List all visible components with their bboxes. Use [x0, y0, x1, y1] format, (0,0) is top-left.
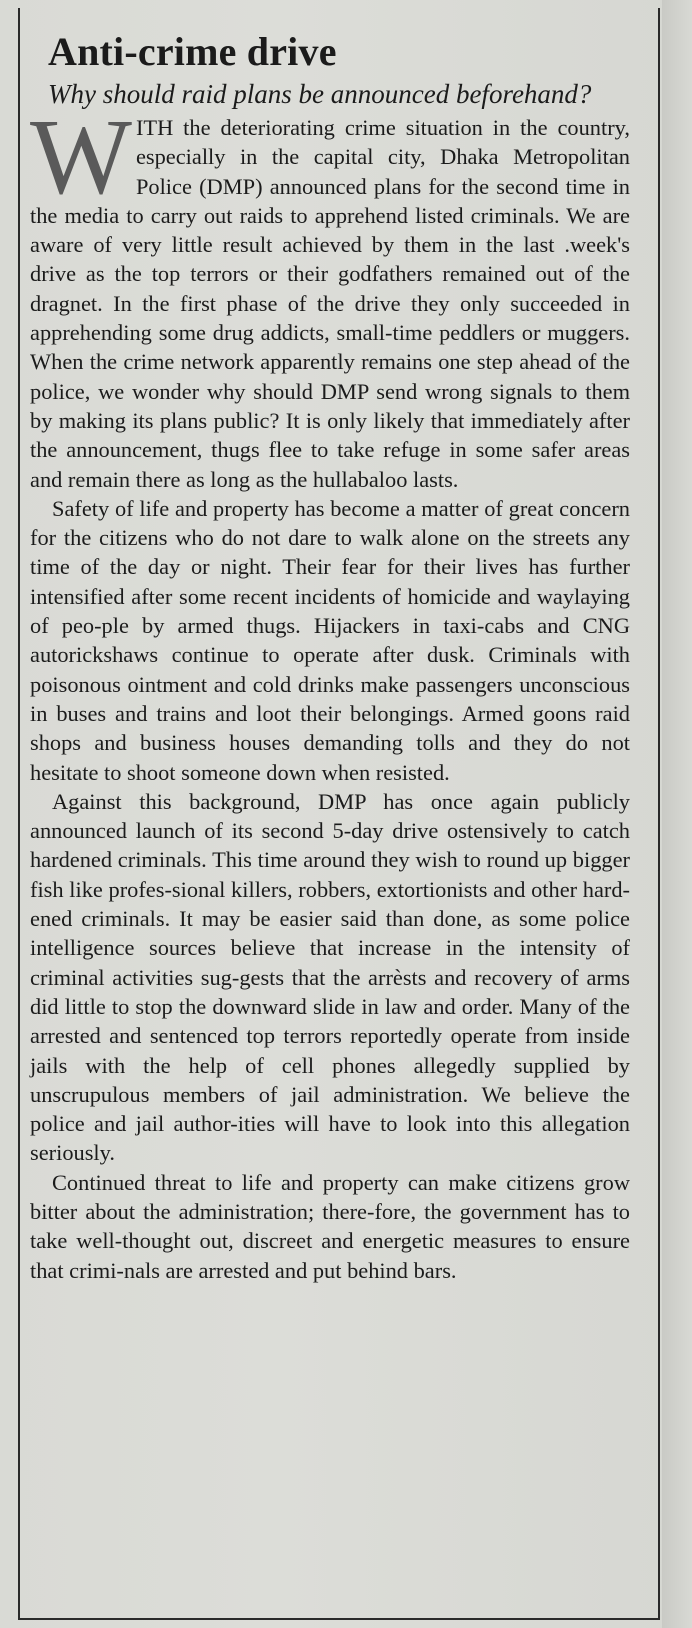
headline: Anti-crime drive — [48, 29, 337, 74]
paragraph-1-text: ITH the deteriorating crime situation in the country, especially in the capital city, Dhaka Metropolitan Police (DMP) announced plans for the second time in the media to carry out raids to apprehend listed criminals. We are aware of very little result achieved by them in the last .week's drive as the top terrors or their godfathers remained out of the dragnet. In the first phase of the drive they only succeeded in apprehending some drug addicts, small-time peddlers or muggers. When the crime network apparently remains one step ahead of the police, we wonder why should DMP send wrong signals to them by making its plans public? It is only likely that immediately after the announcement, thugs flee to take refuge in some safer areas and remain there as long as the hullabaloo lasts. — [30, 115, 630, 492]
paragraph-2: Safety of life and property has become a matter of great concern for the citizens who do not dare to walk alone on the streets any time of the day or night. Their fear for their lives has further intensified after some recent incidents of homicide and waylaying of peo-ple by armed thugs. Hijackers in taxi-cabs and CNG autorickshaws continue to operate after dusk. Criminals with poisonous ointment and cold drinks make passengers unconscious in buses and trains and loot their belongings. Armed goons raid shops and business houses demanding tolls and they do not hesitate to shoot someone down when resisted. — [30, 495, 630, 785]
article-body — [30, 98, 630, 1285]
paragraph-4: Continued threat to life and property can make citizens grow bitter about the administration; there-fore, the government has to take well-thought out, discreet and energetic measures to ensure that crimi-nals are arrested and put behind bars. — [30, 1169, 630, 1283]
editorial-article — [30, 30, 630, 1285]
subheadline: Why should raid plans be announced beforehand? — [48, 79, 592, 109]
paragraph-1 — [30, 98, 630, 494]
paragraph-3: Against this background, DMP has once again publicly announced launch of its second 5-day drive ostensively to catch hardened criminals. This time around they wish to round up bigger fish like profes-sional killers, robbers, extortionists and other hard-ened criminals. It may be easier said than done, as some police intelligence sources believe that increase in the intensity of criminal activities sug-gests that the arrèsts and recovery of arms did little to stop the downward slide in law and order. Many of the arrested and sentenced top terrors reportedly operate from inside jails with the help of cell phones allegedly supplied by unscrupulous members of jail administration. We believe the police and jail author-ities will have to look into this allegation seriously. — [30, 788, 630, 1166]
adjacent-column-edge — [662, 0, 692, 1628]
drop-cap: W — [30, 98, 132, 217]
